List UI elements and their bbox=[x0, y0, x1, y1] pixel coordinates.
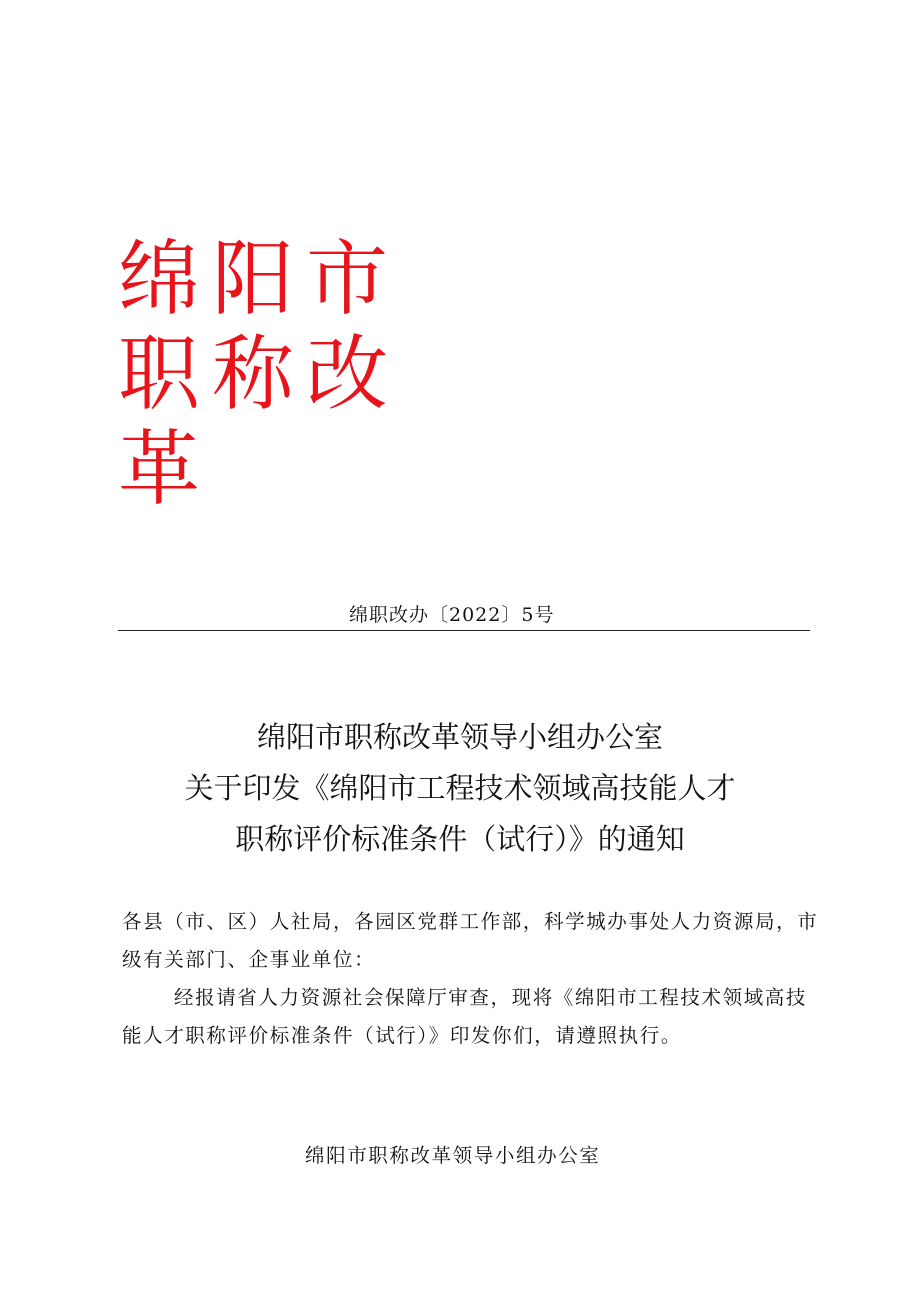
document-number: 绵职改办〔2022〕5号 bbox=[349, 604, 555, 626]
title-line-3: 职称评价标准条件（试行）》的通知 bbox=[235, 822, 685, 856]
masthead-line-3: 革 bbox=[118, 422, 213, 517]
document-title bbox=[0, 712, 920, 865]
header-divider bbox=[118, 630, 810, 631]
title-line-2: 关于印发《绵阳市工程技术领域高技能人才 bbox=[184, 771, 736, 805]
title-line-1: 绵阳市职称改革领导小组办公室 bbox=[256, 720, 663, 754]
recipients-paragraph: 各县（市、区）人社局，各园区党群工作部，科学城办事处人力资源局，市级有关部门、企事业单位： bbox=[122, 910, 819, 971]
document-body bbox=[122, 903, 822, 1055]
masthead-line-1: 绵阳市 bbox=[118, 232, 401, 327]
issuer-signature: 绵阳市职称改革领导小组办公室 bbox=[305, 1144, 601, 1167]
content-paragraph: 经报请省人力资源社会保障厅审查，现将《绵阳市工程技术领域高技能人才职称评价标准条件（试行）》印发你们，请遵照执行。 bbox=[122, 986, 808, 1047]
masthead bbox=[118, 232, 418, 517]
masthead-line-2: 职称改 bbox=[118, 327, 401, 422]
